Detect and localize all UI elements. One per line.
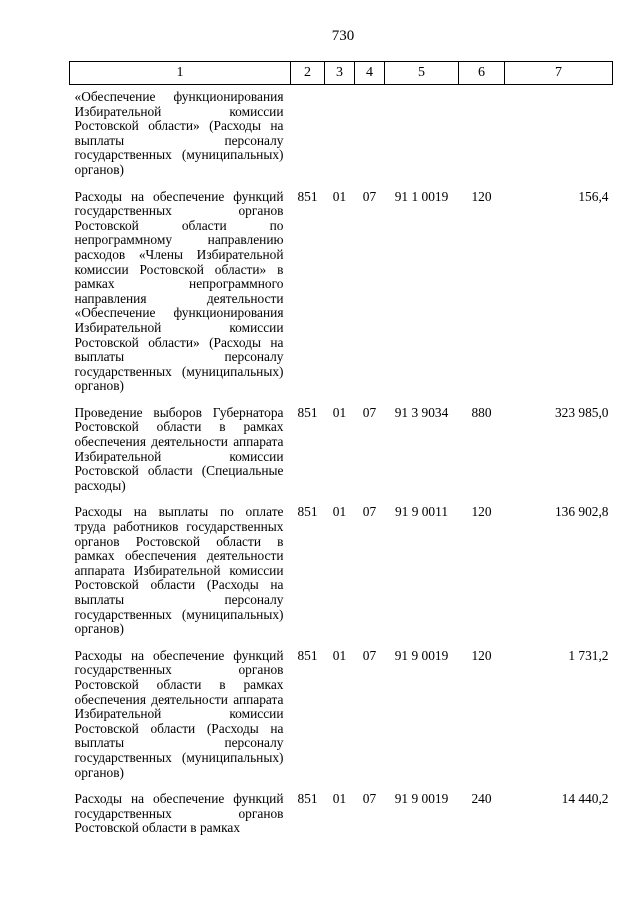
header-col-4: 4 (355, 62, 385, 85)
row-description: Расходы на обеспечение функций государственных органов Ростовской области в рамках обеспечения деятельности аппарата Избирательной комиссии Ростовской области (Расходы на выплаты персоналу государственных (муниципальных) органов) (74, 647, 284, 780)
row-col-3: 01 (332, 791, 347, 807)
row-col-3: 01 (332, 188, 347, 204)
row-col-2: 851 (297, 647, 318, 663)
row-col-4: 07 (362, 647, 377, 663)
row-col-5: 91 9 0019 (394, 647, 449, 663)
row-col-5: 91 3 9034 (394, 404, 449, 420)
header-row (70, 62, 613, 85)
header-col-7: 7 (505, 62, 613, 85)
row-col-6: 120 (471, 504, 492, 520)
header-col-6: 6 (459, 62, 505, 85)
table-row (70, 85, 613, 190)
row-col-3: 01 (332, 504, 347, 520)
row-description: Расходы на выплаты по оплате труда работников государственных органов Ростовской области в рамках обеспечения деятельности аппарата Избирательной комиссии Ростовской области (Расходы на выплаты персоналу государственных (муниципальных) органов) (74, 504, 284, 637)
row-col-5: 91 9 0011 (394, 504, 449, 520)
row-amount (505, 85, 613, 190)
row-amount: 14 440,2 (561, 791, 609, 807)
row-col-6: 880 (471, 404, 492, 420)
row-col-2: 851 (297, 504, 318, 520)
row-description: «Обеспечение функционирования Избирательной комиссии Ростовской области» (Расходы на выплаты персоналу государственных (муниципальных) органов) (74, 89, 284, 177)
row-col-4: 07 (362, 404, 377, 420)
row-col-2: 851 (297, 404, 318, 420)
row-col-5 (385, 85, 459, 190)
row-col-6: 120 (471, 188, 492, 204)
table-row (70, 190, 613, 406)
row-amount: 323 985,0 (554, 404, 609, 420)
row-col-2: 851 (297, 791, 318, 807)
row-col-5: 91 1 0019 (394, 188, 449, 204)
row-col-2 (291, 85, 325, 190)
row-col-6: 240 (471, 791, 492, 807)
row-col-6 (459, 85, 505, 190)
row-col-4: 07 (362, 504, 377, 520)
header-col-5: 5 (385, 62, 459, 85)
budget-table (69, 61, 613, 848)
row-col-4 (355, 85, 385, 190)
row-col-3 (325, 85, 355, 190)
row-description: Расходы на обеспечение функций государственных органов Ростовской области по непрограммному направлению расходов «Члены Избирательной комиссии Ростовской области» в рамках непрограммного направления деятельности «Обеспечение функционирования Избирательной комиссии Ростовской области» (Расходы на выплаты персоналу государственных (муниципальных) органов) (74, 188, 284, 394)
header-col-2: 2 (291, 62, 325, 85)
header-col-1: 1 (70, 62, 291, 85)
row-description: Расходы на обеспечение функций государственных органов Ростовской области в рамках (74, 791, 284, 836)
row-amount: 136 902,8 (554, 504, 609, 520)
row-col-2: 851 (297, 188, 318, 204)
header-col-3: 3 (325, 62, 355, 85)
row-amount: 156,4 (578, 188, 609, 204)
table-row (70, 505, 613, 648)
row-description: Проведение выборов Губернатора Ростовской области в рамках обеспечения деятельности аппарата Избирательной комиссии Ростовской области (Специальные расходы) (74, 404, 284, 493)
page-number: 730 (331, 28, 355, 44)
row-col-5: 91 9 0019 (394, 791, 449, 807)
row-col-4: 07 (362, 188, 377, 204)
row-col-3: 01 (332, 404, 347, 420)
row-amount: 1 731,2 (568, 647, 609, 663)
row-col-3: 01 (332, 647, 347, 663)
table-row (70, 792, 613, 848)
table-row (70, 406, 613, 506)
table-row (70, 649, 613, 792)
row-col-4: 07 (362, 791, 377, 807)
row-col-6: 120 (471, 647, 492, 663)
